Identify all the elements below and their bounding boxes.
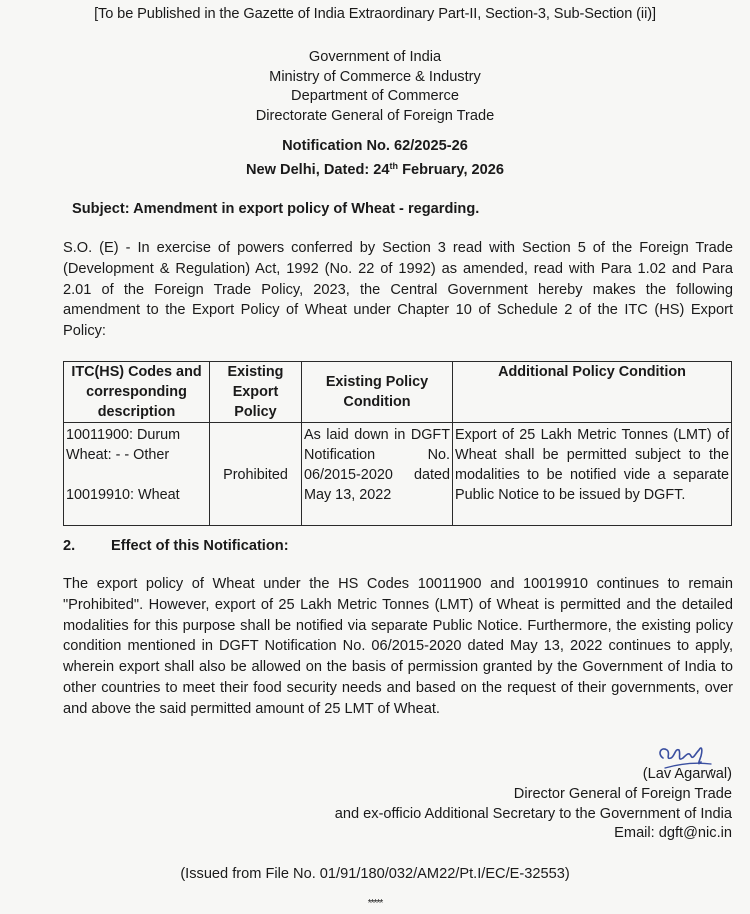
signatory-email: Email: dgft@nic.in <box>614 825 732 842</box>
org-department: Department of Commerce <box>291 88 459 104</box>
gazette-publication-line: [To be Published in the Gazette of India Extraordinary Part-II, Section-3, Sub-Section (ii)] <box>94 6 656 22</box>
additional-line: Wheat shall be permitted subject to the <box>455 447 729 463</box>
org-government: Government of India <box>308 49 442 65</box>
cell-existing-policy-condition <box>302 423 453 526</box>
notification-number: Notification No. 62/2025-26 <box>282 138 468 154</box>
subject-line: Subject: Amendment in export policy of Wheat - regarding. <box>72 201 480 217</box>
additional-line: Export of 25 Lakh Metric Tonnes (LMT) of <box>455 427 729 443</box>
org-ministry: Ministry of Commerce & Industry <box>269 68 481 85</box>
section-2-heading <box>63 538 289 554</box>
cell-itc-codes <box>64 423 210 526</box>
signatory-name: (Lav Agarwal) <box>642 766 732 782</box>
condition-line: May 13, 2022 <box>304 487 392 503</box>
end-mark: ***** <box>367 898 383 909</box>
table-header-row <box>64 362 732 423</box>
condition-line: Notification No. <box>304 447 450 463</box>
header-existing-policy-condition: Existing Policy Condition <box>302 362 453 423</box>
header-additional-policy-condition: Additional Policy Condition <box>453 362 732 423</box>
notification-date: New Delhi, Dated: 24th February, 2026 <box>245 161 505 178</box>
condition-line: As laid down in DGFT <box>304 427 450 443</box>
code-durum-wheat: 10011900: Durum Wheat: - - Other <box>66 427 181 463</box>
policy-amendment-table <box>63 361 732 526</box>
additional-line: Public Notice to be issued by DGFT. <box>455 487 686 503</box>
intro-paragraph: S.O. (E) - In exercise of powers conferred by Section 3 read with Section 5 of the Foreign Trade (Development & Regulation) Act, 1992 (No. 22 of 1992) as amended, read with Para 1.02 and Para 2.01 of the Foreign Trade Policy, 2023, the Central Government hereby makes the following amendment to the Export Policy of Wheat under Chapter 10 of Schedule 2 of the ITC (HS) Export Policy: <box>63 240 733 340</box>
table-row <box>64 423 732 526</box>
header-itc-hs-codes: ITC(HS) Codes and corresponding description <box>64 362 210 423</box>
signatory-additional-role: and ex-officio Additional Secretary to the Government of India <box>334 805 732 822</box>
effect-paragraph: The export policy of Wheat under the HS Codes 10011900 and 10019910 continues to remain "Prohibited". However, export of 25 Lakh Metric Tonnes (LMT) of Wheat is permitted and the detailed modalities for this purpose shall be notified via separate Public Notice. Furthermore, the existing policy condition mentioned in DGFT Notification No. 06/2015-2020 dated May 13, 2022 continues to apply, wherein export shall also be allowed on the basis of permission granted by the Government of India to other countries to meet their food security needs and based on the request of their governments, over and above the said permitted amount of 25 LMT of Wheat. <box>63 576 733 717</box>
code-wheat: 10019910: Wheat <box>66 487 180 503</box>
cell-existing-export-policy: Prohibited <box>210 423 302 526</box>
org-directorate: Directorate General of Foreign Trade <box>255 107 495 124</box>
signatory-block <box>132 765 732 844</box>
section-number: 2. <box>63 538 76 554</box>
file-number: (Issued from File No. 01/91/180/032/AM22/Pt.I/EC/E-32553) <box>180 866 570 882</box>
additional-line: modalities to be notified vide a separate <box>455 467 729 483</box>
issuing-organization <box>0 48 750 126</box>
section-title: Effect of this Notification: <box>111 538 289 554</box>
signatory-designation: Director General of Foreign Trade <box>513 785 732 802</box>
header-existing-export-policy: Existing Export Policy <box>210 362 302 423</box>
condition-line: 06/2015-2020 dated <box>304 467 450 483</box>
cell-additional-policy-condition <box>453 423 732 526</box>
notification-heading <box>0 134 750 182</box>
